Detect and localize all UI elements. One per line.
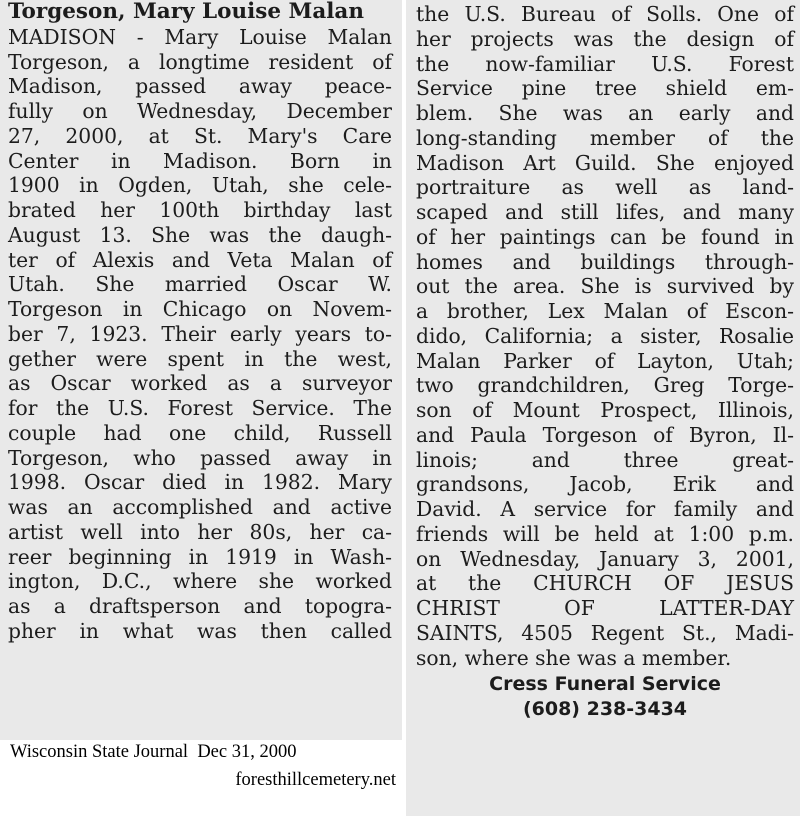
right-text-line: Malan Parker of Layton, Utah; (416, 348, 794, 373)
right-text-line: CHRIST OF LATTER-DAY (416, 596, 794, 620)
right-text-line: out the area. She is survived by (416, 274, 794, 299)
left-text-line: reer beginning in 1919 in Wash- (8, 544, 392, 569)
left-text-line: Utah. She married Oscar W. (8, 272, 392, 297)
left-text-line: 27, 2000, at St. Mary's Care (8, 123, 392, 148)
left-text-line: brated her 100th birthday last (8, 198, 392, 222)
right-text-line: portraiture as well as land- (416, 175, 794, 200)
website-caption: foresthillcemetery.net (235, 770, 396, 790)
right-text-line: dido, California; a sister, Rosalie (416, 323, 794, 348)
left-text-line: as Oscar worked as a surveyor (8, 371, 392, 396)
right-text-line: a brother, Lex Malan of Escon- (416, 299, 794, 323)
left-text-line: 1900 in Ogden, Utah, she cele- (8, 173, 392, 198)
right-text-line: her projects was the design of (416, 26, 794, 51)
right-text-line: David. A service for family and (416, 497, 794, 521)
right-text-line: linois; and three great- (416, 447, 794, 472)
right-text-line: homes and buildings through- (416, 249, 794, 274)
obituary-right-column (416, 2, 794, 722)
right-text-line: two grandchildren, Greg Torge- (416, 373, 794, 398)
left-text-line: MADISON - Mary Louise Malan (8, 24, 392, 49)
right-text-line: on Wednesday, January 3, 2001, (416, 546, 794, 571)
right-text-line: Madison Art Guild. She enjoyed (416, 150, 794, 175)
funeral-home-name: Cress Funeral Service (489, 673, 721, 696)
right-text-line: scaped and still lifes, and many (416, 200, 794, 224)
right-text-line: long-standing member of the (416, 125, 794, 150)
left-text-line: was an accomplished and active (8, 495, 392, 519)
right-text-line: at the CHURCH OF JESUS (416, 571, 794, 596)
funeral-home-phone: (608) 238-3434 (522, 698, 688, 720)
left-text-line: for the U.S. Forest Service. The (8, 396, 392, 420)
left-text-line: 1998. Oscar died in 1982. Mary (8, 470, 392, 495)
left-text-line: August 13. She was the daugh- (8, 222, 392, 247)
right-text-line: friends will be held at 1:00 p.m. (416, 521, 794, 546)
left-text-line: gether were spent in the west, (8, 346, 392, 371)
left-text-line: Torgeson, a longtime resident of (8, 49, 392, 74)
left-text-lines (8, 25, 392, 644)
obituary-left-column (8, 0, 392, 644)
left-text-line: Madison, passed away peace- (8, 74, 392, 99)
obituary-left-column-clipping (0, 0, 402, 740)
left-text-line: ter of Alexis and Veta Malan of (8, 247, 392, 272)
right-text-line: and Paula Torgeson of Byron, Il- (416, 422, 794, 447)
right-text-line: the U.S. Bureau of Solls. One of (416, 2, 794, 26)
right-text-line: Service pine tree shield em- (416, 76, 794, 101)
source-caption: Wisconsin State Journal Dec 31, 2000 (10, 742, 297, 762)
left-text-line: Center in Madison. Born in (8, 148, 392, 173)
right-text-line: of her paintings can be found in (416, 224, 794, 249)
right-text-lines (416, 2, 794, 670)
left-text-line: couple had one child, Russell (8, 420, 392, 445)
right-text-line: grandsons, Jacob, Erik and (416, 472, 794, 497)
left-text-line: pher in what was then called (8, 618, 392, 643)
left-text-line: as a draftsperson and topogra- (8, 594, 392, 618)
right-text-line: SAINTS, 4505 Regent St., Madi- (416, 620, 794, 645)
left-text-line: Torgeson, who passed away in (8, 445, 392, 470)
left-text-line: ington, D.C., where she worked (8, 569, 392, 594)
left-text-line: artist well into her 80s, her ca- (8, 519, 392, 544)
obituary-right-column-clipping (406, 0, 800, 816)
right-text-line: the now-familiar U.S. Forest (416, 51, 794, 76)
left-text-line: ber 7, 1923. Their early years to- (8, 321, 392, 346)
left-text-line: Torgeson in Chicago on Novem- (8, 297, 392, 321)
obituary-headline: Torgeson, Mary Louise Malan (8, 0, 364, 24)
right-text-line: son, where she was a member. (416, 645, 732, 670)
right-text-line: son of Mount Prospect, Illinois, (416, 398, 794, 422)
left-text-line: fully on Wednesday, December (8, 99, 392, 123)
right-text-line: blem. She was an early and (416, 101, 794, 125)
